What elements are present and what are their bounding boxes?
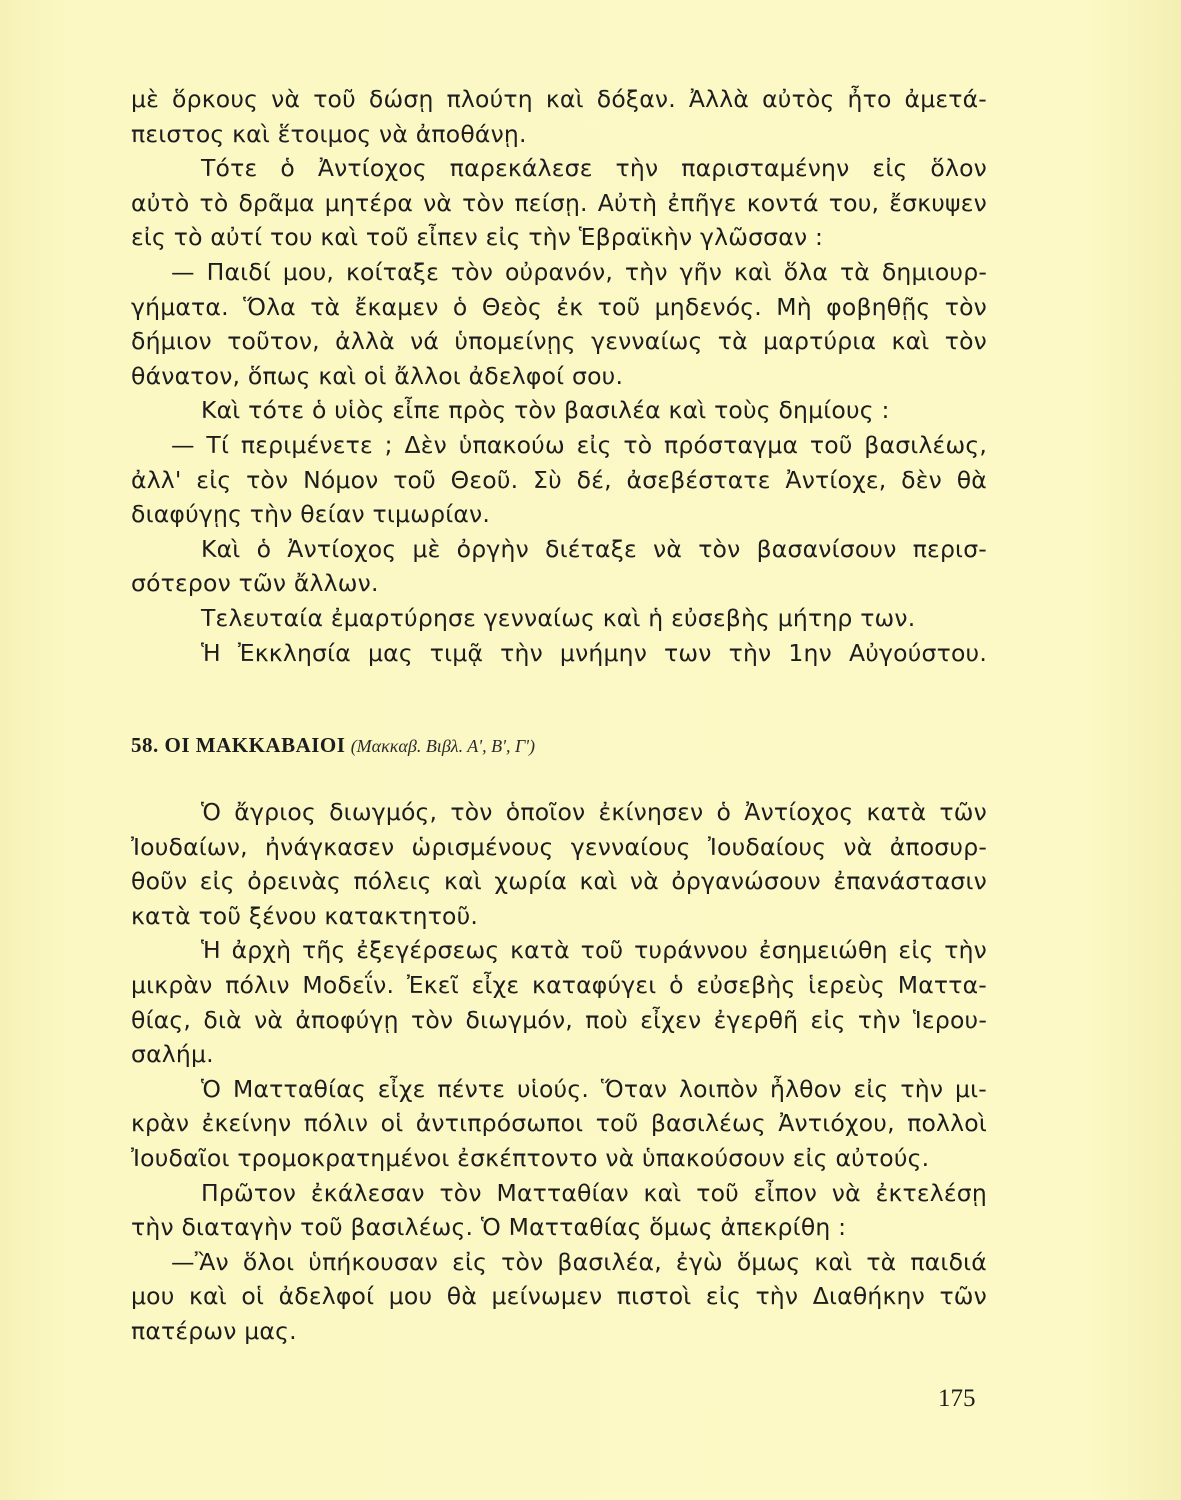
story-end-text [131,82,987,670]
section-heading [131,733,535,758]
text-line: κατὰ τοῦ ξένου κατακτητοῦ. [131,901,479,930]
text-line: δήμιον τοῦτον, ἀλλὰ νά ὑπομείνῃς γενναίως τὰ μαρτύρια καὶ τὸν [131,327,987,356]
text-line: — Παιδί μου, κοίταξε τὸν οὐρανόν, τὴν γῆν καὶ ὅλα τὰ δημιουρ- [171,257,987,286]
text-line: Ὁ ἄγριος διωγμός, τὸν ὁποῖον ἐκίνησεν ὁ Ἀντίοχος κατὰ τῶν [201,798,987,826]
text-line: τὴν διαταγὴν τοῦ βασιλέως. Ὁ Ματταθίας ὅμως ἀπεκρίθη : [131,1213,847,1242]
text-line: Ἰουδαῖοι τρομοκρατημένοι ἐσκέπτοντο νὰ ὑπακούσουν εἰς αὐτούς. [131,1143,930,1172]
text-line: Ὁ Ματταθίας εἶχε πέντε υἱούς. Ὅταν λοιπὸν ἦλθον εἰς τὴν μι- [201,1074,987,1103]
text-line: θίας, διὰ νὰ ἀποφύγῃ τὸν διωγμόν, ποὺ εἶχεν ἐγερθῆ εἰς τὴν Ἱερου- [131,1005,987,1034]
text-line: Ἡ Ἐκκλησία μας τιμᾷ τὴν μνήμην των τὴν 1ην Αὐγούστου. [201,638,987,667]
text-line: πειστος καὶ ἕτοιμος νὰ ἀποθάνῃ. [131,119,527,148]
text-line: κρὰν ἐκείνην πόλιν οἱ ἀντιπρόσωποι τοῦ βασιλέως Ἀντιόχου, πολλοὶ [131,1109,987,1138]
text-line: —Ἂν ὅλοι ὑπήκουσαν εἰς τὸν βασιλέα, ἐγὼ ὅμως καὶ τὰ παιδιά [171,1247,987,1276]
text-line: γήματα. Ὅλα τὰ ἔκαμεν ὁ Θεὸς ἐκ τοῦ μηδενός. Μὴ φοβηθῇς τὸν [131,292,987,321]
text-line: αὐτὸ τὸ δρᾶμα μητέρα νὰ τὸν πείσῃ. Αὐτὴ ἐπῆγε κοντά του, ἔσκυψεν [131,188,987,217]
text-line: διαφύγῃς τὴν θείαν τιμωρίαν. [131,500,491,529]
text-line: πατέρων μας. [131,1316,297,1345]
text-line: Ἡ ἀρχὴ τῆς ἐξεγέρσεως κατὰ τοῦ τυράννου ἐσημειώθη εἰς τὴν [201,936,987,965]
text-line: Καὶ τότε ὁ υἱὸς εἶπε πρὸς τὸν βασιλέα καὶ τοὺς δημίους : [201,396,890,425]
text-line: — Τί περιμένετε ; Δὲν ὑπακούω εἰς τὸ πρόσταγμα τοῦ βασιλέως, [171,430,987,459]
text-line: Καὶ ὁ Ἀντίοχος μὲ ὀργὴν διέταξε νὰ τὸν βασανίσουν περισ- [201,534,987,563]
text-line: Ἰουδαίων, ἠνάγκασεν ὡρισμένους γενναίους Ἰουδαίους νὰ ἀποσυρ- [131,832,987,861]
text-line: σότερον τῶν ἄλλων. [131,569,379,598]
section-text [131,795,987,1349]
text-line: Τελευταία ἐμαρτύρησε γενναίως καὶ ἡ εὐσεβὴς μήτηρ των. [201,603,916,632]
text-line: ἀλλ' εἰς τὸν Νόμον τοῦ Θεοῦ. Σὺ δέ, ἀσεβέστατε Ἀντίοχε, δὲν θὰ [131,465,987,494]
text-line: σαλήμ. [131,1040,214,1069]
text-line: Τότε ὁ Ἀντίοχος παρεκάλεσε τὴν παρισταμένην εἰς ὅλον [201,154,987,183]
section-reference: (Μακκαβ. Βιβλ. Α', Β', Γ') [350,736,536,756]
text-line: μικρὰν πόλιν Μοδεΐν. Ἐκεῖ εἶχε καταφύγει ὁ εὐσεβὴς ἱερεὺς Ματτα- [131,970,987,999]
text-line: εἰς τὸ αὐτί του καὶ τοῦ εἶπεν εἰς τὴν Ἑβραϊκὴν γλῶσσαν : [131,223,824,252]
text-line: θοῦν εἰς ὀρεινὰς πόλεις καὶ χωρία καὶ νὰ ὀργανώσουν ἐπανάστασιν [131,867,987,896]
section-title: 58. ΟΙ ΜΑΚΚΑΒΑΙΟΙ [131,733,346,757]
text-line: Πρῶτον ἐκάλεσαν τὸν Ματταθίαν καὶ τοῦ εἶπον νὰ ἐκτελέσῃ [201,1178,987,1207]
text-line: μου καὶ οἱ ἀδελφοί μου θὰ μείνωμεν πιστοὶ εἰς τὴν Διαθήκην τῶν [131,1282,987,1311]
page-number: 175 [938,1385,976,1412]
text-line: μὲ ὅρκους νὰ τοῦ δώσῃ πλούτη καὶ δόξαν. Ἀλλὰ αὐτὸς ἦτο ἀμετά- [131,85,987,113]
text-line: θάνατον, ὅπως καὶ οἱ ἄλλοι ἀδελφοί σου. [131,361,624,390]
